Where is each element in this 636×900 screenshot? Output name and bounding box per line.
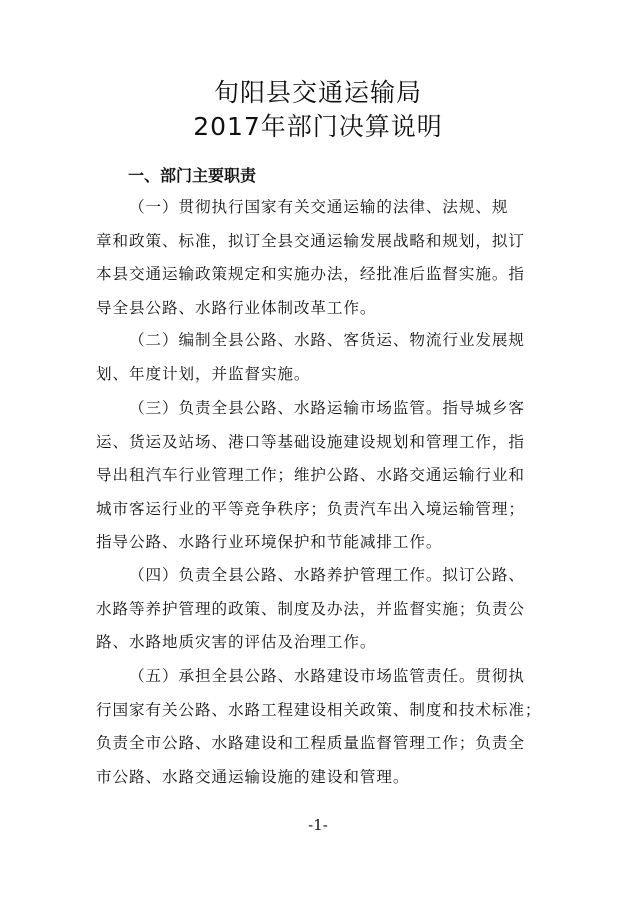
page-number: -1- <box>308 816 328 834</box>
paragraph-line: 划、年度计划，并监督实施。 <box>96 364 311 383</box>
paragraph-line: 导出租汽车行业管理工作；维护公路、水路交通运输行业和 <box>96 466 525 484</box>
paragraph-line: 本县交通运输政策规定和实施办法，经批准后监督实施。指 <box>96 265 525 283</box>
paragraph-line: 指导公路、水路行业环境保护和节能减排工作。 <box>96 533 443 551</box>
paragraph-line: 负责全市公路、水路建设和工程质量监督管理工作；负责全 <box>96 734 525 752</box>
paragraph-line: （二）编制全县公路、水路、客货运、物流行业发展规 <box>129 331 525 349</box>
paragraph-duty-1 <box>96 191 566 325</box>
paragraph-duty-5 <box>96 660 566 794</box>
document-title <box>0 76 636 144</box>
paragraph-line: 章和政策、标准，拟订全县交通运输发展战略和规划，拟订 <box>96 231 525 250</box>
paragraph-line: （四）负责全县公路、水路养护管理工作。拟订公路、 <box>129 566 525 584</box>
paragraph-line: 市公路、水路交通运输设施的建设和管理。 <box>96 767 410 786</box>
paragraph-line: 行国家有关公路、水路工程建设相关政策、制度和技术标准； <box>96 700 542 719</box>
paragraph-duty-2 <box>96 324 566 391</box>
paragraph-line: （五）承担全县公路、水路建设市场监管责任。贯彻执 <box>129 667 525 685</box>
paragraph-line: （一）贯彻执行国家有关交通运输的法律、法规、规 <box>129 198 509 216</box>
title-line-report-name: 2017年部门决算说明 <box>193 112 443 141</box>
paragraph-line: 路、水路地质灾害的评估及治理工作。 <box>96 633 377 651</box>
paragraph-duty-3 <box>96 392 566 560</box>
paragraph-line: 运、货运及站场、港口等基础设施建设规划和管理工作，指 <box>96 432 525 451</box>
paragraph-line: （三）负责全县公路、水路运输市场监管。指导城乡客 <box>129 399 525 417</box>
title-line-organization: 旬阳县交通运输局 <box>213 78 422 107</box>
paragraph-duty-4 <box>96 559 566 660</box>
paragraph-line: 导全县公路、水路行业体制改革工作。 <box>96 298 377 317</box>
paragraph-line: 城市客运行业的平等竞争秩序；负责汽车出入境运输管理； <box>96 499 525 518</box>
section-heading: 一、部门主要职责 <box>128 166 257 185</box>
paragraph-line: 水路等养护管理的政策、制度及办法，并监督实施；负责公 <box>96 599 525 618</box>
